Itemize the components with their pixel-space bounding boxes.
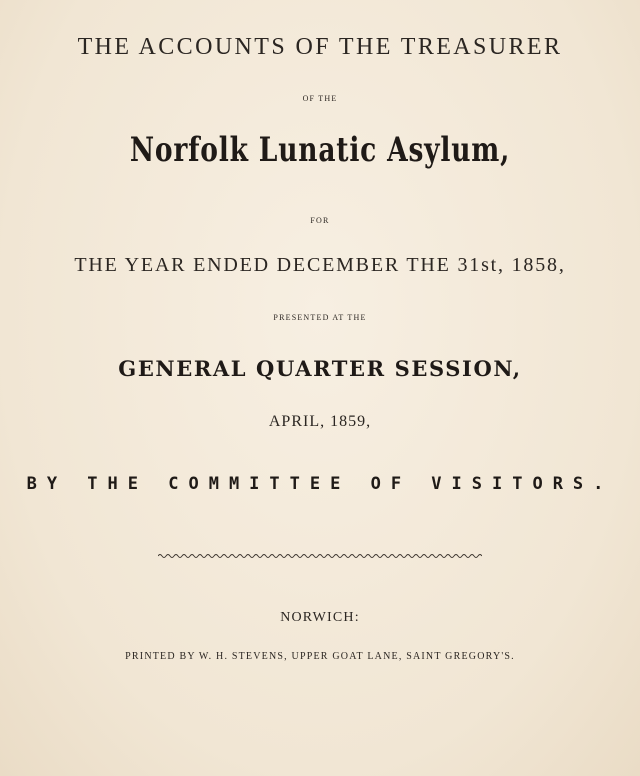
year-ended-line: THE YEAR ENDED DECEMBER THE 31st, 1858, <box>74 254 566 276</box>
for-text: FOR <box>310 216 330 225</box>
date-line: APRIL, 1859, <box>268 413 372 430</box>
of-the-text: OF THE <box>302 94 338 103</box>
institution-name: Norfolk Lunatic Asylum, <box>129 130 511 170</box>
printer-imprint: PRINTED BY W. H. STEVENS, UPPER GOAT LANE, SAINT GREGORY'S. <box>125 651 515 662</box>
presented-at-text: PRESENTED AT THE <box>273 313 367 322</box>
wavy-rule-divider <box>158 552 482 560</box>
committee-line: BY THE COMMITTEE OF VISITORS. <box>26 474 614 494</box>
page-heading: THE ACCOUNTS OF THE TREASURER <box>77 34 563 60</box>
session-title: GENERAL QUARTER SESSION, <box>118 356 522 381</box>
place-line: NORWICH: <box>280 610 360 625</box>
